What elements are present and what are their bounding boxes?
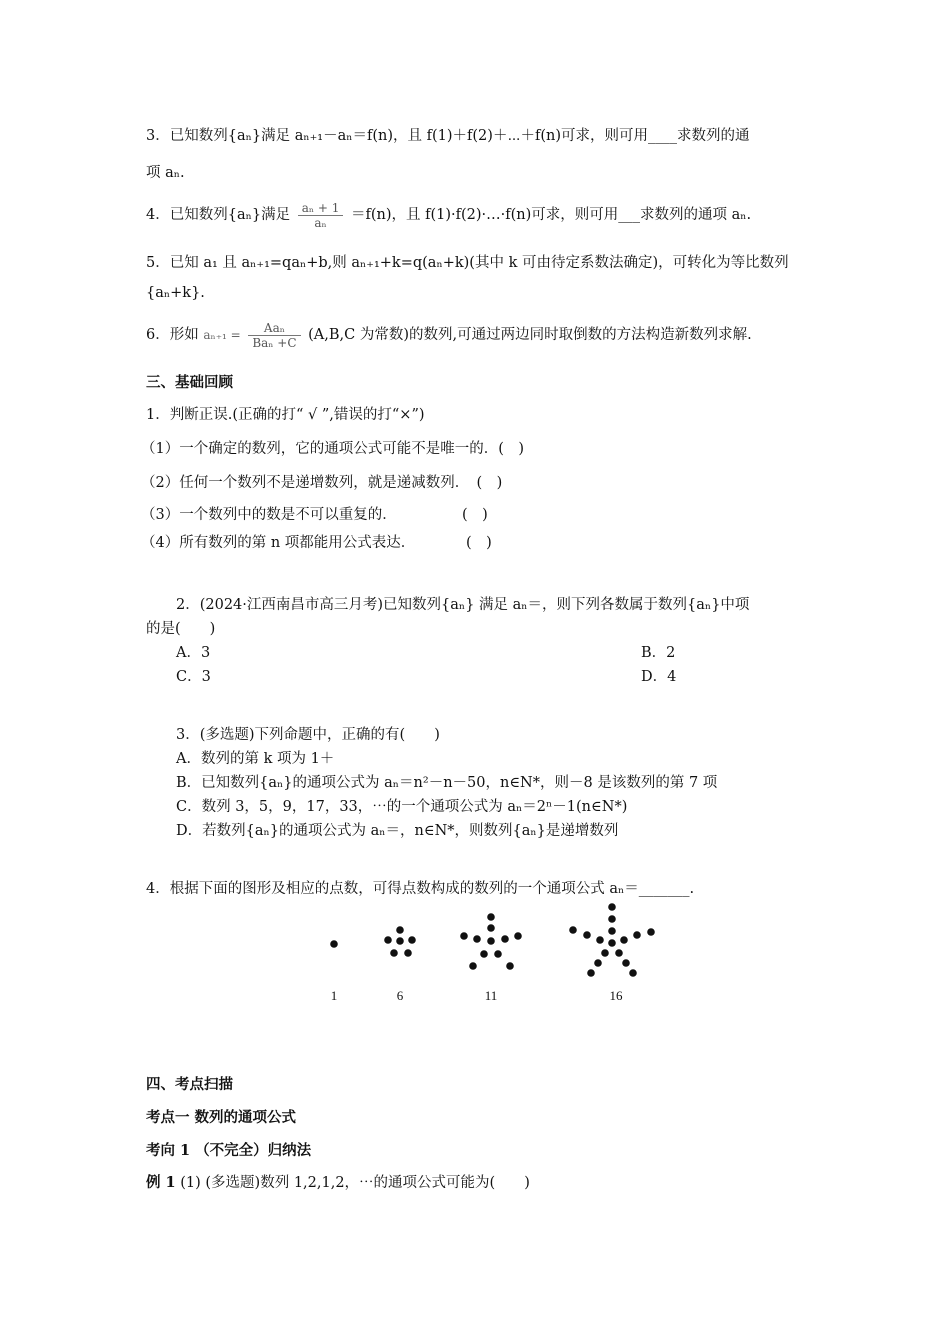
kaodian-heading: 考点一 数列的通项公式 [146, 1109, 297, 1126]
item4-fraction [298, 201, 344, 230]
section3-title: 三、基础回顾 [146, 374, 233, 391]
item4-suffix: ＝f(n)，且 f(1)·f(2)·…·f(n)可求，则可用___求数列的通项 aₙ. [350, 207, 752, 223]
q3-stem: 3．(多选题)下列命题中，正确的有( ) [176, 727, 440, 743]
item6-fraction [248, 321, 300, 350]
q3-option-b: B．已知数列{aₙ}的通项公式为 aₙ＝n²－n－50，n∈N*，则－8 是该数列的第 7 项 [176, 775, 718, 791]
figure-label-2: 6 [396, 988, 404, 1003]
q2-option-d: D．4 [641, 669, 677, 685]
item6-suffix: (A,B,C 为常数)的数列,可通过两边同时取倒数的方法构造新数列求解. [308, 327, 752, 343]
example-label: 例 1 [146, 1174, 176, 1191]
item4-frac-numerator: aₙ + 1 [298, 201, 344, 216]
q3-option-d: D．若数列{aₙ}的通项公式为 aₙ＝，n∈N*，则数列{aₙ}是递增数列 [176, 823, 619, 839]
q2-option-c: C．3 [176, 669, 211, 685]
item4-prefix: 4．已知数列{aₙ}满足 [146, 207, 291, 223]
q3-option-c: C．数列 3，5，9，17，33，⋯的一个通项公式为 aₙ＝2ⁿ－1(n∈N*) [176, 799, 628, 815]
dot-pattern-figure [300, 895, 680, 1015]
item6-frac-numerator: Aaₙ [248, 321, 300, 336]
q1-item-2: （2）任何一个数列不是递增数列，就是递减数列． ( ) [141, 475, 503, 491]
item6 [146, 315, 752, 355]
item4 [146, 199, 751, 231]
item3-line1: 3．已知数列{aₙ}满足 aₙ₊₁－aₙ＝f(n)，且 f(1)＋f(2)＋⋯＋f(n)可求，则可用____求数列的通 [146, 128, 750, 144]
q1-stem: 1．判断正误.(正确的打“ √ ”,错误的打“×”) [146, 407, 425, 423]
q2-line1: 2．(2024·江西南昌市高三月考)已知数列{aₙ} 满足 aₙ＝，则下列各数属于数列{aₙ}中项 [176, 597, 750, 613]
item6-prefix: 6．形如 [146, 327, 199, 343]
section4-title: 四、考点扫描 [146, 1076, 233, 1093]
q3-option-a: A．数列的第 k 项为 1＋ [176, 751, 335, 767]
figure-label-3: 11 [484, 988, 498, 1003]
figure-2-dots [384, 926, 416, 957]
q2-line2: 的是( ) [146, 621, 216, 637]
figure-1-dots [330, 940, 338, 948]
example-1 [146, 1173, 530, 1193]
item5-line1: 5．已知 a₁ 且 aₙ₊₁=qaₙ+b,则 aₙ₊₁+k=q(aₙ+k)(其中 k 可由待定系数法确定)，可转化为等比数列 [146, 255, 789, 271]
q2-option-a: A．3 [176, 645, 211, 661]
kaoxiang-heading: 考向 1 （不完全）归纳法 [146, 1142, 312, 1159]
item3-line2: 项 aₙ. [146, 165, 185, 181]
q1-item-1: （1）一个确定的数列，它的通项公式可能不是唯一的．( ) [141, 441, 525, 457]
item4-frac-denominator: aₙ [314, 215, 327, 230]
item6-frac-denominator: Baₙ +C [252, 335, 297, 350]
figure-label-1: 1 [330, 988, 338, 1003]
item5-line2: {aₙ+k}. [146, 285, 205, 301]
q2-option-b: B．2 [641, 645, 676, 661]
figure-label-4: 16 [609, 988, 623, 1003]
q1-item-3: （3）一个数列中的数是不可以重复的． ( ) [141, 507, 488, 523]
item6-lhs: aₙ₊₁ = [203, 328, 241, 342]
figure-4-dots [569, 903, 655, 977]
q4-stem: 4．根据下面的图形及相应的点数，可得点数构成的数列的一个通项公式 aₙ＝_______. [146, 881, 695, 897]
figure-3-dots [460, 913, 522, 970]
q1-item-4: （4）所有数列的第 n 项都能用公式表达． ( ) [141, 535, 492, 551]
example-text: (1) (多选题)数列 1,2,1,2，⋯的通项公式可能为( ) [180, 1175, 530, 1191]
